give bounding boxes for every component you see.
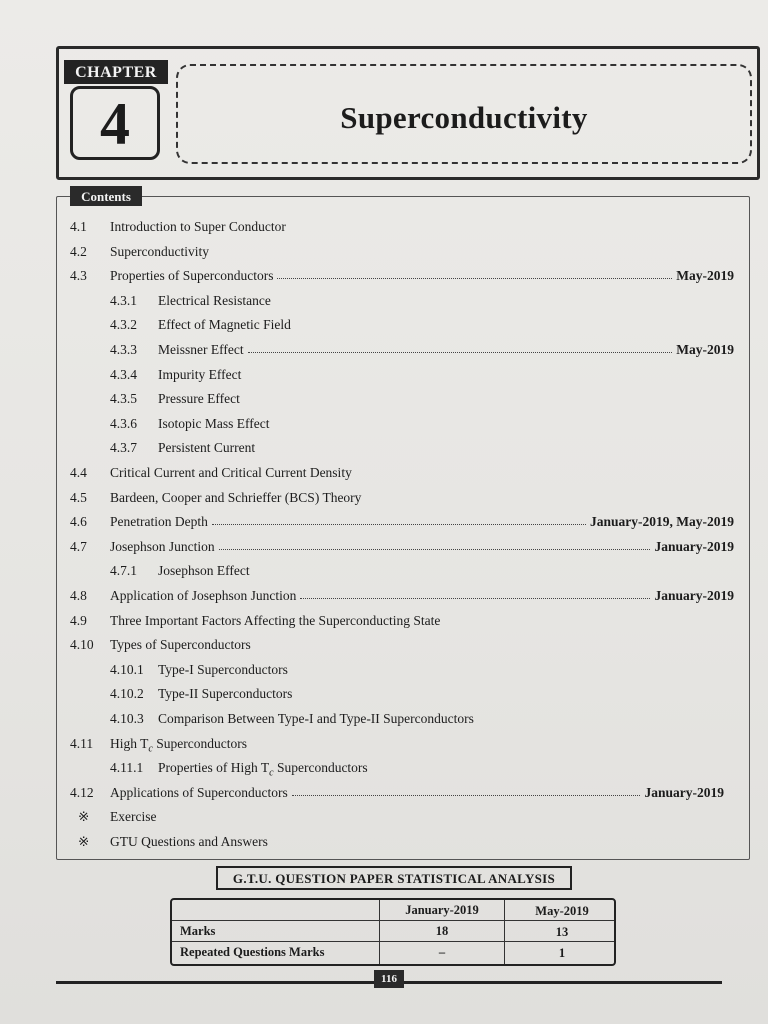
toc-title	[110, 511, 208, 533]
table-row-label: Marks	[180, 924, 216, 938]
toc-title	[110, 536, 215, 558]
table-header-cell: January-2019	[405, 903, 479, 917]
toc-title-text: High T	[110, 736, 149, 751]
toc-row	[0, 314, 768, 336]
toc-title-text: Persistent Current	[158, 440, 256, 455]
toc-row	[0, 708, 768, 730]
toc-number: 4.5	[70, 490, 87, 505]
toc-row	[0, 683, 768, 705]
contents-label: Contents	[70, 186, 142, 206]
stats-table	[170, 898, 616, 966]
toc-number: 4.7.1	[110, 563, 137, 578]
toc-row	[0, 265, 768, 287]
toc-title	[110, 610, 440, 632]
toc-number: 4.10	[70, 637, 94, 652]
chapter-number-box	[70, 86, 160, 160]
toc-title	[158, 388, 240, 410]
toc-title-text: Type-I Superconductors	[158, 662, 288, 677]
toc-title-text: Penetration Depth	[110, 514, 208, 529]
toc-number: 4.8	[70, 588, 87, 603]
toc-number: 4.2	[70, 244, 87, 259]
toc-title-text: Josephson Effect	[158, 563, 250, 578]
toc-title-text: Application of Josephson Junction	[110, 588, 297, 603]
toc-title	[110, 634, 251, 656]
toc-title	[158, 659, 288, 681]
toc-title-text: Superconductors	[273, 760, 368, 775]
toc-title	[110, 831, 268, 853]
table-divider	[504, 900, 505, 964]
toc-title	[110, 806, 156, 828]
toc-title-text: Introduction to Super Conductor	[110, 219, 286, 234]
toc-number: 4.1	[70, 219, 87, 234]
toc-leader-dots	[248, 352, 673, 353]
toc-row	[0, 659, 768, 681]
toc-number: 4.9	[70, 613, 87, 628]
table-header-cell: May-2019	[535, 904, 589, 918]
toc-row	[0, 413, 768, 435]
toc-row	[0, 339, 768, 361]
toc-title	[158, 364, 241, 386]
toc-number: 4.7	[70, 539, 87, 554]
toc-row	[0, 364, 768, 386]
chapter-label: CHAPTER	[64, 60, 168, 84]
table-cell: 13	[555, 925, 569, 939]
toc-title-subscript: c	[148, 743, 153, 755]
toc-number: 4.3.7	[110, 440, 137, 455]
toc-row	[0, 487, 768, 509]
toc-title	[158, 708, 474, 730]
toc-title	[110, 585, 296, 607]
chapter-number: 4	[100, 91, 130, 157]
toc-number: 4.11	[70, 736, 94, 751]
toc-title	[158, 413, 269, 435]
toc-number: 4.12	[70, 785, 94, 800]
toc-title-subscript: c	[269, 767, 274, 779]
toc-row	[0, 610, 768, 632]
toc-exam-date: January-2019, May-2019	[590, 514, 734, 529]
toc-title	[110, 782, 288, 804]
stats-title: G.T.U. QUESTION PAPER STATISTICAL ANALYSIS	[216, 866, 572, 890]
toc-leader-dots	[292, 795, 641, 796]
toc-title-text: Properties of High T	[158, 760, 270, 775]
toc-row	[0, 462, 768, 484]
toc-number: 4.3.1	[110, 293, 137, 308]
toc-title-text: Isotopic Mass Effect	[158, 416, 270, 431]
chapter-title: Superconductivity	[340, 100, 588, 135]
toc-row	[0, 757, 768, 779]
toc-number: 4.6	[70, 514, 87, 529]
toc-leader-dots	[277, 278, 672, 279]
table-divider	[379, 900, 380, 964]
toc-row	[0, 290, 768, 312]
toc-number: 4.3.5	[110, 391, 137, 406]
chapter-badge	[64, 60, 168, 166]
toc-row	[0, 437, 768, 459]
toc-title-text: Bardeen, Cooper and Schrieffer (BCS) Theory	[110, 490, 362, 505]
toc-exam-date: January-2019	[654, 588, 734, 603]
toc-title-text: Properties of Superconductors	[110, 268, 274, 283]
toc-number: ※	[78, 809, 90, 824]
toc-title	[110, 265, 273, 287]
toc-row	[0, 733, 768, 755]
toc-number: 4.11.1	[110, 760, 144, 775]
toc-title	[158, 757, 368, 785]
toc-row	[0, 585, 768, 607]
toc-title-text: GTU Questions and Answers	[110, 834, 268, 849]
toc-exam-date: January-2019	[644, 785, 724, 800]
toc-title	[158, 683, 292, 705]
toc-row	[0, 634, 768, 656]
toc-leader-dots	[212, 524, 586, 525]
toc-title	[110, 241, 209, 263]
toc-row	[0, 782, 768, 804]
toc-number: 4.10.1	[110, 662, 144, 677]
toc-title	[158, 560, 250, 582]
table-cell: 1	[558, 946, 566, 960]
toc-title	[158, 339, 244, 361]
toc-row	[0, 806, 768, 828]
toc-number: ※	[78, 834, 90, 849]
toc-title-text: Types of Superconductors	[110, 637, 251, 652]
table-cell: 18	[435, 924, 449, 938]
toc-number: 4.3.4	[110, 367, 137, 382]
toc-title-text: Superconductivity	[110, 244, 209, 259]
toc-number: 4.3	[70, 268, 87, 283]
toc-title-text: Type-II Superconductors	[158, 686, 293, 701]
toc-row	[0, 216, 768, 238]
toc-row	[0, 560, 768, 582]
table-cell: –	[438, 945, 446, 959]
toc-number: 4.10.2	[110, 686, 144, 701]
toc-title-text: Josephson Junction	[110, 539, 215, 554]
toc-title-text: Three Important Factors Affecting the Superconducting State	[110, 613, 441, 628]
toc-title	[158, 314, 291, 336]
toc-title	[158, 290, 271, 312]
toc-title-text: Applications of Superconductors	[110, 785, 288, 800]
toc-title	[110, 487, 361, 509]
toc-number: 4.3.3	[110, 342, 137, 357]
toc-title	[110, 216, 286, 238]
toc-title-text: Meissner Effect	[158, 342, 244, 357]
toc-number: 4.3.2	[110, 317, 137, 332]
toc-title-text: Effect of Magnetic Field	[158, 317, 291, 332]
toc-leader-dots	[219, 549, 651, 550]
toc-title-text: Superconductors	[152, 736, 247, 751]
toc-number: 4.10.3	[110, 711, 144, 726]
toc-title-text: Pressure Effect	[158, 391, 240, 406]
toc-row	[0, 536, 768, 558]
toc-title-text: Critical Current and Critical Current Density	[110, 465, 352, 480]
toc-row	[0, 831, 768, 853]
toc-title-text: Exercise	[110, 809, 157, 824]
toc-title	[158, 437, 255, 459]
toc-title	[110, 462, 352, 484]
table-row-label: Repeated Questions Marks	[180, 945, 325, 959]
toc-title-text: Comparison Between Type-I and Type-II Superconductors	[158, 711, 474, 726]
toc-exam-date: January-2019	[654, 539, 734, 554]
toc-title-text: Impurity Effect	[158, 367, 242, 382]
toc-leader-dots	[300, 598, 650, 599]
toc-number: 4.4	[70, 465, 87, 480]
page-number: 116	[374, 970, 404, 988]
toc-title-text: Electrical Resistance	[158, 293, 271, 308]
toc-exam-date: May-2019	[676, 268, 734, 283]
toc-row	[0, 511, 768, 533]
toc-row	[0, 241, 768, 263]
toc-number: 4.3.6	[110, 416, 137, 431]
toc-row	[0, 388, 768, 410]
toc-exam-date: May-2019	[676, 342, 734, 357]
